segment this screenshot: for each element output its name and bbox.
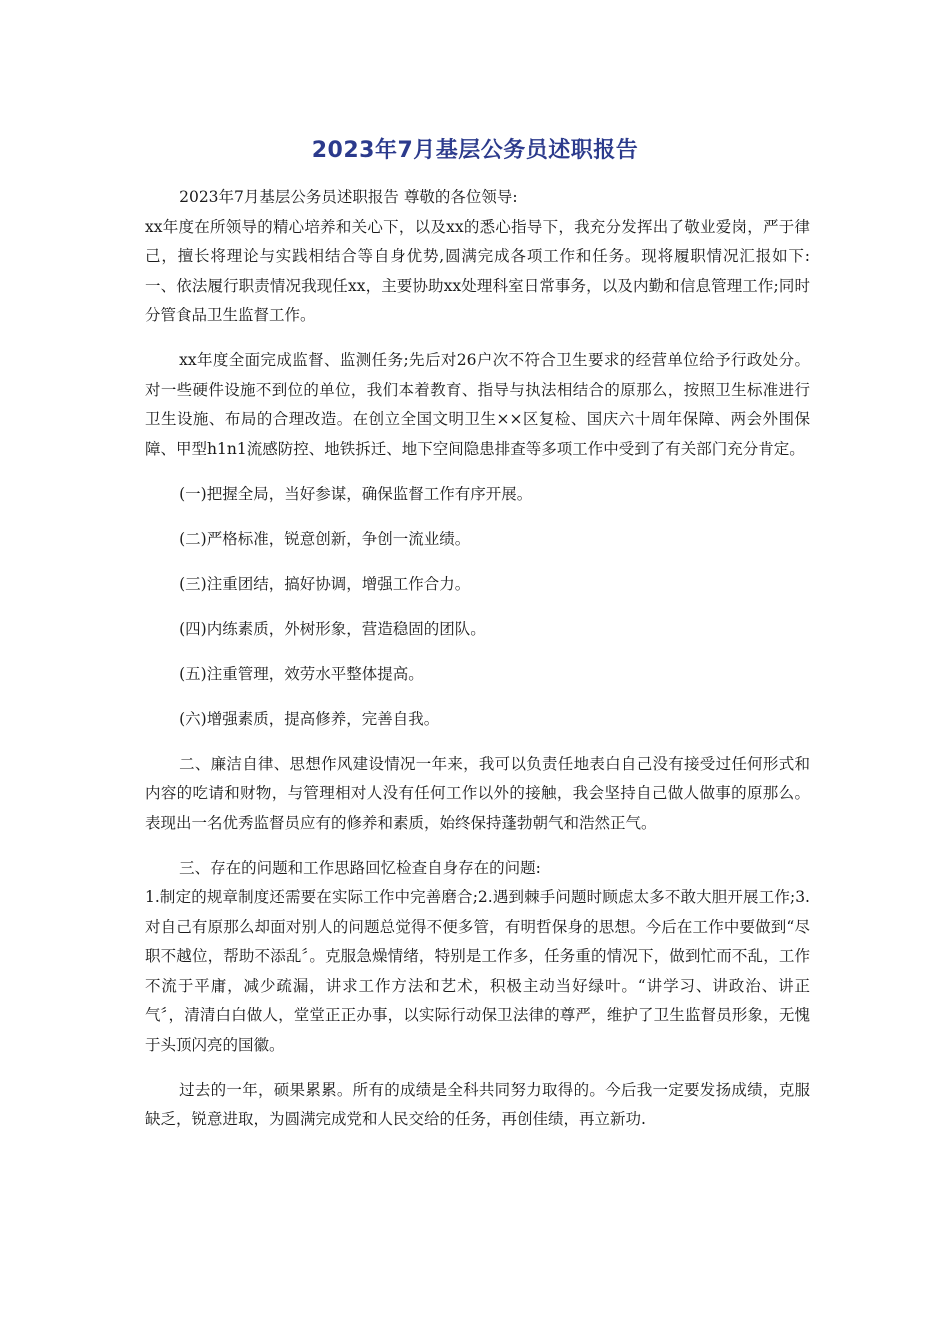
list-item-3: (三)注重团结，搞好协调，增强工作合力。 <box>179 574 471 593</box>
paragraph-supervision: xx年度全面完成监督、监测任务;先后对26户次不符合卫生要求的经营单位给予行政处分。对一些硬件设施不到位的单位，我们本着教育、指导与执法相结合的原那么，按照卫生标准进行卫生设施、布局的合理改造。在创立全国文明卫生××区复检、国庆六十周年保障、两会外围保障、甲型h1n1流感防控、地铁拆迁、地下空间隐患排查等多项工作中受到了有关部门充分肯定。 <box>145 351 810 458</box>
paragraph-salutation: 2023年7月基层公务员述职报告 尊敬的各位领导: <box>179 188 518 206</box>
document-body <box>145 183 810 1135</box>
paragraph-integrity: 二、廉洁自律、思想作风建设情况一年来，我可以负责任地表白自己没有接受过任何形式和内容的吃请和财物，与管理相对人没有任何工作以外的接触，我会坚持自己做人做事的原那么。表现出一名优秀监督员应有的修养和素质，始终保持蓬勃朝气和浩然正气。 <box>145 754 810 832</box>
list-item-6: (六)增强素质，提高修养，完善自我。 <box>179 709 440 728</box>
document-title: 2023年7月基层公务员述职报告 <box>311 138 639 163</box>
paragraph-intro: xx年度在所领导的精心培养和关心下，以及xx的悉心指导下，我充分发挥出了敬业爱岗，严于律己，擅长将理论与实践相结合等自身优势,圆满完成各项工作和任务。现将履职情况汇报如下: 一、依法履行职责情况我现任xx，主要协助xx处理科室日常事务，以及内勤和信息管理工作;同时分管食品卫生监督工作。 <box>145 217 810 324</box>
list-item-4: (四)内练素质，外树形象，营造稳固的团队。 <box>179 619 486 638</box>
list-item-5: (五)注重管理，效劳水平整体提高。 <box>179 664 424 683</box>
paragraph-conclusion: 过去的一年，硕果累累。所有的成绩是全科共同努力取得的。今后我一定要发扬成绩，克服缺乏，锐意进取，为圆满完成党和人民交给的任务，再创佳绩，再立新功. <box>145 1080 810 1128</box>
paragraph-problems-heading: 三、存在的问题和工作思路回忆检查自身存在的问题: <box>179 858 541 877</box>
list-item-2: (二)严格标准，锐意创新，争创一流业绩。 <box>179 529 471 548</box>
paragraph-problems: 1.制定的规章制度还需要在实际工作中完善磨合;2.遇到棘手问题时顾虑太多不敢大胆开展工作;3.对自己有原那么却面对别人的问题总觉得不便多管，有明哲保身的思想。今后在工作中要做到“尽职不越位，帮助不添乱〞。克服急燥情绪，特别是工作多，任务重的情况下，做到忙而不乱，工作不流于平庸，减少疏漏，讲求工作方法和艺术，积极主动当好绿叶。“讲学习、讲政治、讲正气〞，清清白白做人，堂堂正正办事，以实际行动保卫法律的尊严，维护了卫生监督员形象，无愧于头顶闪亮的国徽。 <box>145 888 810 1054</box>
list-item-1: (一)把握全局，当好参谋，确保监督工作有序开展。 <box>179 484 533 503</box>
